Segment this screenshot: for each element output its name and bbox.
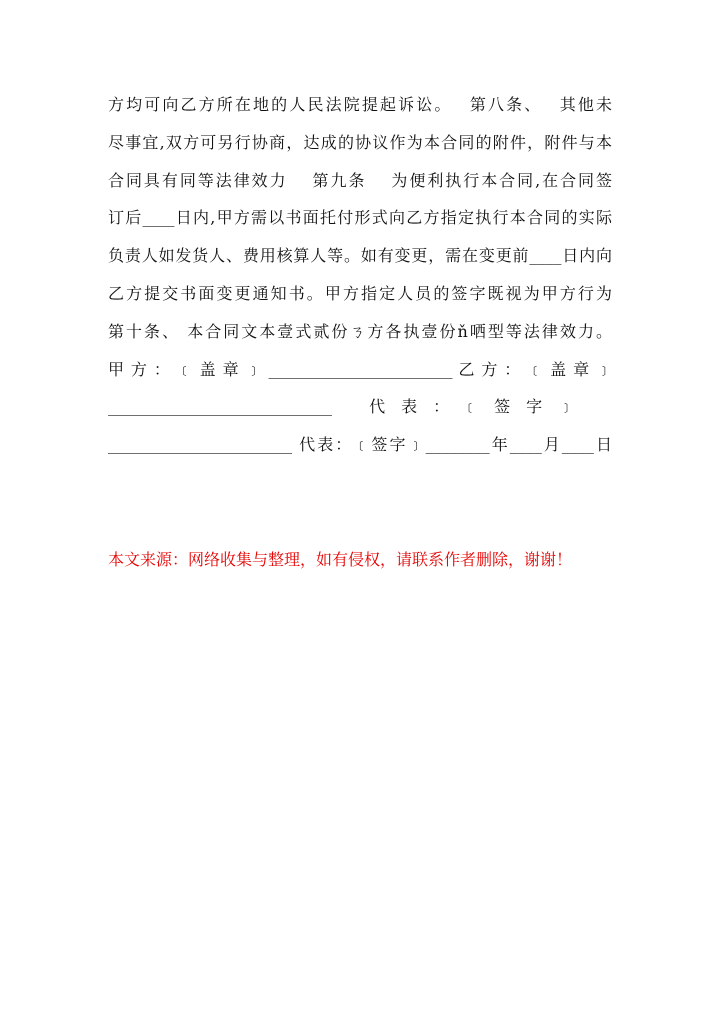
contract-text-line: 第十条、 本合同文本壹式贰份ㄋ方各执壹份ň哂型等法律效力。 (108, 321, 612, 341)
source-disclaimer-note: 本文来源：网络收集与整理，如有侵权，请联系作者删除，谢谢！ (108, 550, 573, 569)
contract-text-line: 尽事宜,双方可另行协商，达成的协议作为本合同的附件，附件与本 (108, 132, 612, 152)
contract-text-line: 方均可向乙方所在地的人民法院提起诉讼。 第八条、 其他未 (108, 95, 612, 114)
contract-body (108, 86, 612, 464)
contract-text-line: 合同具有同等法律效力 第九条 为便利执行本合同,在合同签 (108, 170, 612, 190)
signature-line-date: _______________________ 代表：﹝签字﹞________年____月____日 (108, 435, 612, 455)
contract-text-line: 乙方提交书面变更通知书。甲方指定人员的签字既视为甲方行为 (108, 283, 612, 303)
signature-line-representative: ____________________________ 代 表 ： ﹝ 签 字 ﹞ (108, 397, 575, 417)
contract-text-line: 负责人如发货人、费用核算人等。如有变更，需在变更前____日内向 (108, 246, 612, 266)
signature-line-party-seals: 甲 方 ： ﹝ 盖 章 ﹞ _______________________ 乙 方 ： ﹝ 盖 章 ﹞ (108, 359, 612, 379)
contract-text-line: 订后____日内,甲方需以书面托付形式向乙方指定执行本合同的实际 (108, 208, 612, 228)
